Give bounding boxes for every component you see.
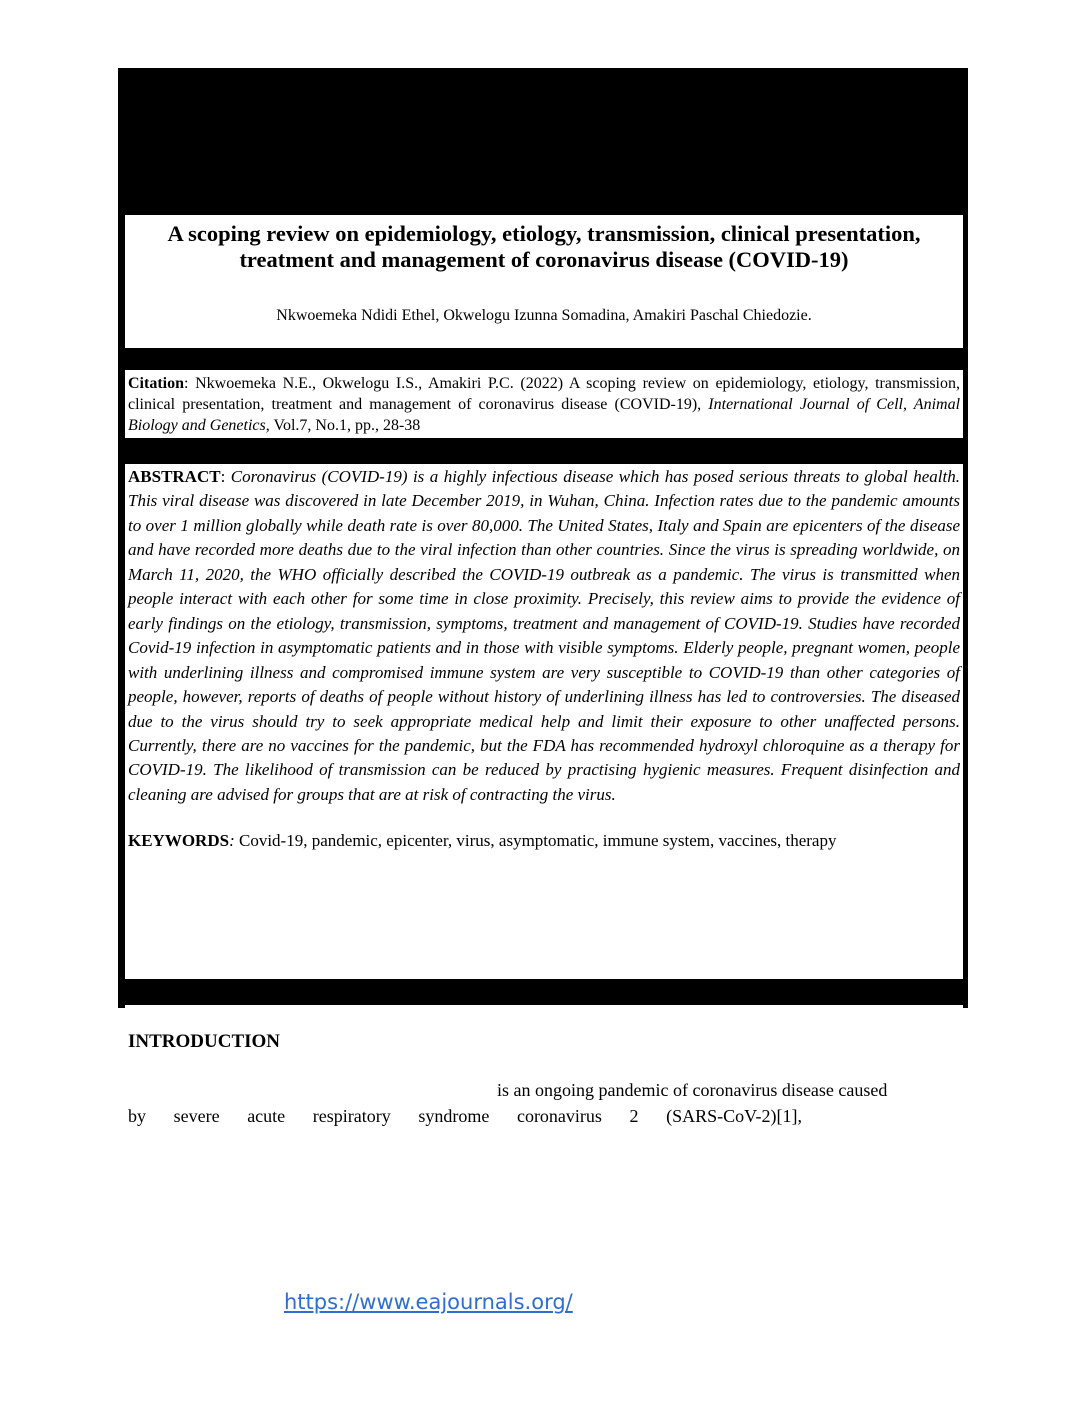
introduction-heading: INTRODUCTION bbox=[128, 1031, 281, 1052]
author-list: Nkwoemeka Ndidi Ethel, Okwelogu Izunna Somadina, Amakiri Paschal Chiedozie. bbox=[276, 307, 812, 324]
introduction-line-1: is an ongoing pandemic of coronavirus disease caused bbox=[495, 1078, 963, 1103]
citation-body: : Nkwoemeka N.E., Okwelogu I.S., Amakiri P.C. (2022) A scoping review on epidemiology, etiology, transmission, clinical presentation, treatment and management of coronavirus disease (COVID-19), bbox=[128, 375, 960, 413]
introduction-line-2: by severe acute respiratory syndrome coronavirus 2 (SARS-CoV-2)[1], bbox=[125, 1103, 802, 1129]
citation-block bbox=[125, 370, 963, 438]
keywords-paragraph bbox=[128, 829, 960, 852]
citation-text bbox=[128, 373, 960, 436]
abstract-body: Coronavirus (COVID-19) is a highly infectious disease which has posed serious threats to global health. This viral disease was discovered in late December 2019, in Wuhan, China. Infection rates due to the pandemic amounts to over 1 million globally while death rate is over 80,000. The United States, Italy and Spain are epicenters of the disease and have recorded more deaths due to the viral infection than other countries. Since the virus is spreading worldwide, on March 11, 2020, the WHO officially described the COVID-19 outbreak as a pandemic. The virus is transmitted when people interact with each other for some time in close proximity. Precisely, this review aims to provide the evidence of early findings on the etiology, transmission, symptoms, treatment and management of COVID-19. Studies have recorded Covid-19 infection in asymptomatic patients and in those with visible symptoms. Elderly people, pregnant women, people with underlining illness and compromised immune system are very susceptible to COVID-19 than other categories of people, however, reports of deaths of people without history of underlining illness has led to controversies. The diseased due to the virus should try to seek appropriate medical help and limit their exposure to other unaffected persons. Currently, there are no vaccines for the pandemic, but the FDA has recommended hydroxyl chloroquine as a therapy for COVID-19. The likelihood of transmission can be reduced by practising hygienic measures. Frequent disinfection and cleaning are advised for groups that are at risk of contracting the virus. bbox=[128, 467, 960, 804]
keywords-body: Covid-19, pandemic, epicenter, virus, asymptomatic, immune system, vaccines, therapy bbox=[234, 831, 837, 851]
abstract-label: ABSTRACT bbox=[128, 467, 221, 486]
keywords-separator: : bbox=[229, 831, 235, 851]
citation-label: Citation bbox=[128, 375, 184, 392]
paper-title: A scoping review on epidemiology, etiology, transmission, clinical presentation, treatment and management of coronavirus disease (COVID-19) bbox=[167, 221, 921, 272]
introduction-block bbox=[125, 1005, 963, 1075]
keywords-label: KEYWORDS bbox=[128, 831, 230, 851]
journal-website-link[interactable]: https://www.eajournals.org/ bbox=[284, 1290, 573, 1314]
abstract-separator: : bbox=[220, 467, 231, 486]
citation-journal: International Journal of Cell, Animal Biology and Genetics bbox=[128, 396, 961, 434]
abstract-block bbox=[125, 464, 963, 979]
abstract-paragraph bbox=[128, 465, 960, 807]
citation-volume: , Vol.7, No.1, pp., 28-38 bbox=[265, 417, 421, 434]
title-block bbox=[125, 215, 963, 348]
